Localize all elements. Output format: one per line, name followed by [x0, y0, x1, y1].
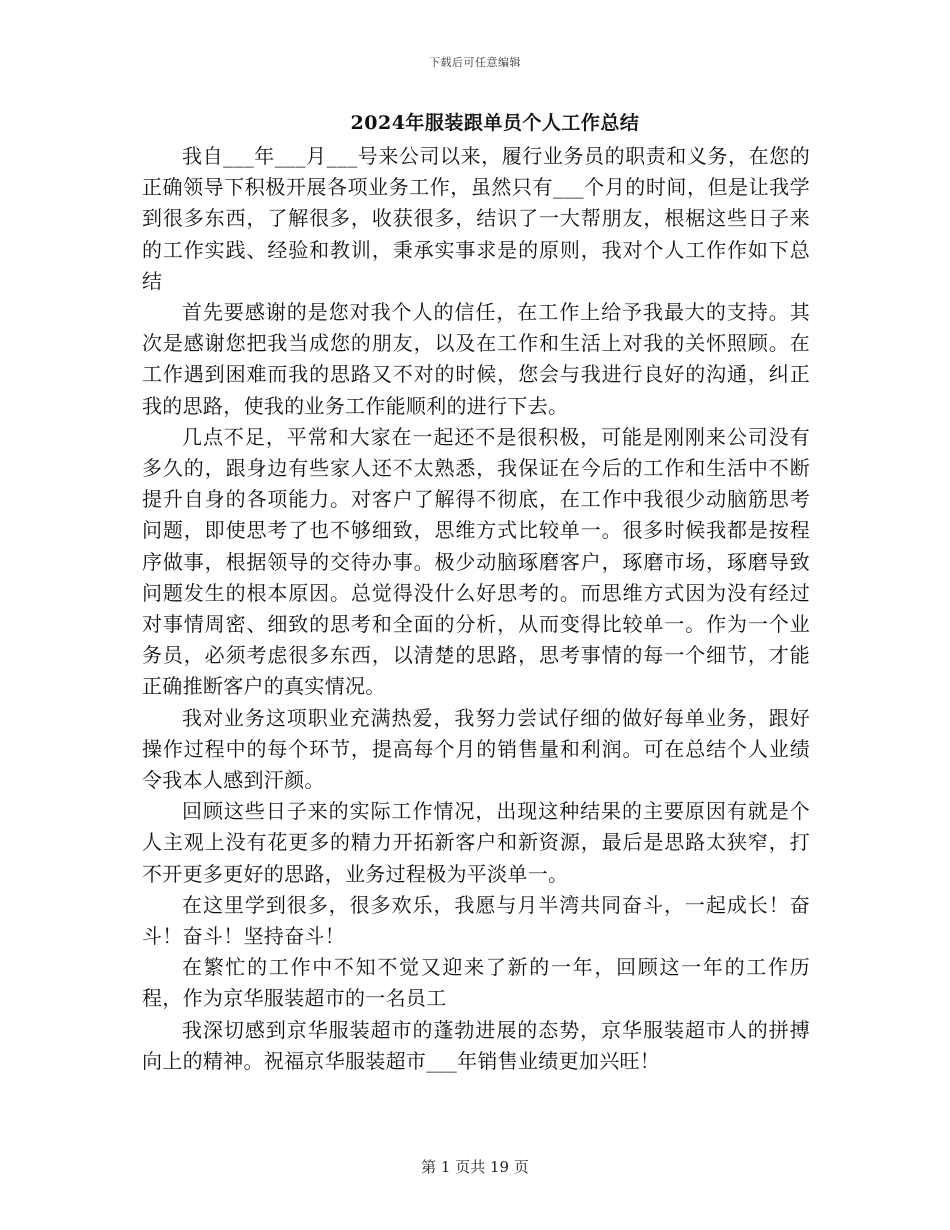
paragraph: 在繁忙的工作中不知不觉又迎来了新的一年，回顾这一年的工作历程，作为京华服装超市的一名员工	[142, 955, 810, 1011]
paragraph: 我深切感到京华服装超市的蓬勃进展的态势，京华服装超市人的拼搏向上的精神。祝福京华服装超市___年销售业绩更加兴旺！	[142, 1017, 810, 1073]
paragraph: 我自___年___月___号来公司以来，履行业务员的职责和义务，在您的正确领导下积极开展各项业务工作，虽然只有___个月的时间，但是让我学到很多东西，了解很多，收获很多，结识了一大帮朋友，根椐这些日子来的工作实践、经验和教训，秉承实事求是的原则，我对个人工作作如下总结	[142, 144, 810, 293]
download-note: 下载后可任意编辑	[429, 56, 521, 69]
paragraph: 在这里学到很多，很多欢乐，我愿与月半湾共同奋斗，一起成长！奋斗！奋斗！坚持奋斗！	[142, 892, 810, 949]
page-number: 第 1 页共 19 页	[421, 1158, 529, 1176]
paragraph: 首先要感谢的是您对我个人的信任，在工作上给予我最大的支持。其次是感谢您把我当成您的朋友，以及在工作和生活上对我的关怀照顾。在工作遇到困难而我的思路又不对的时候，您会与我进行良好的沟通，纠正我的思路，使我的业务工作能顺利的进行下去。	[142, 300, 810, 418]
document-title: 2024年服装跟单员个人工作总结	[350, 112, 640, 134]
paragraph: 我对业务这项职业充满热爱，我努力尝试仔细的做好每单业务，跟好操作过程中的每个环节，提高每个月的销售量和利润。可在总结个人业绩令我本人感到汗颜。	[142, 705, 810, 793]
paragraph: 几点不足，平常和大家在一起还不是很积极，可能是刚刚来公司没有多久的，跟身边有些家人还不太熟悉，我保证在今后的工作和生活中不断提升自身的各项能力。对客户了解得不彻底，在工作中我很少动脑筋思考问题，即使思考了也不够细致，思维方式比较单一。很多时候我都是按程序做事，根据领导的交待办事。极少动脑琢磨客户，琢磨市场，琢磨导致问题发生的根本原因。总觉得没什么好思考的。而思维方式因为没有经过对事情周密、细致的思考和全面的分析，从而变得比较单一。作为一个业务员，必须考虑很多东西，以清楚的思路，思考事情的每一个细节，才能正确推断客户的真实情况。	[142, 424, 810, 699]
paragraph: 回顾这些日子来的实际工作情况，出现这种结果的主要原因有就是个人主观上没有花更多的精力开拓新客户和新资源，最后是思路太狭窄，打不开更多更好的思路，业务过程极为平淡单一。	[142, 799, 810, 886]
document-body	[142, 141, 810, 1077]
